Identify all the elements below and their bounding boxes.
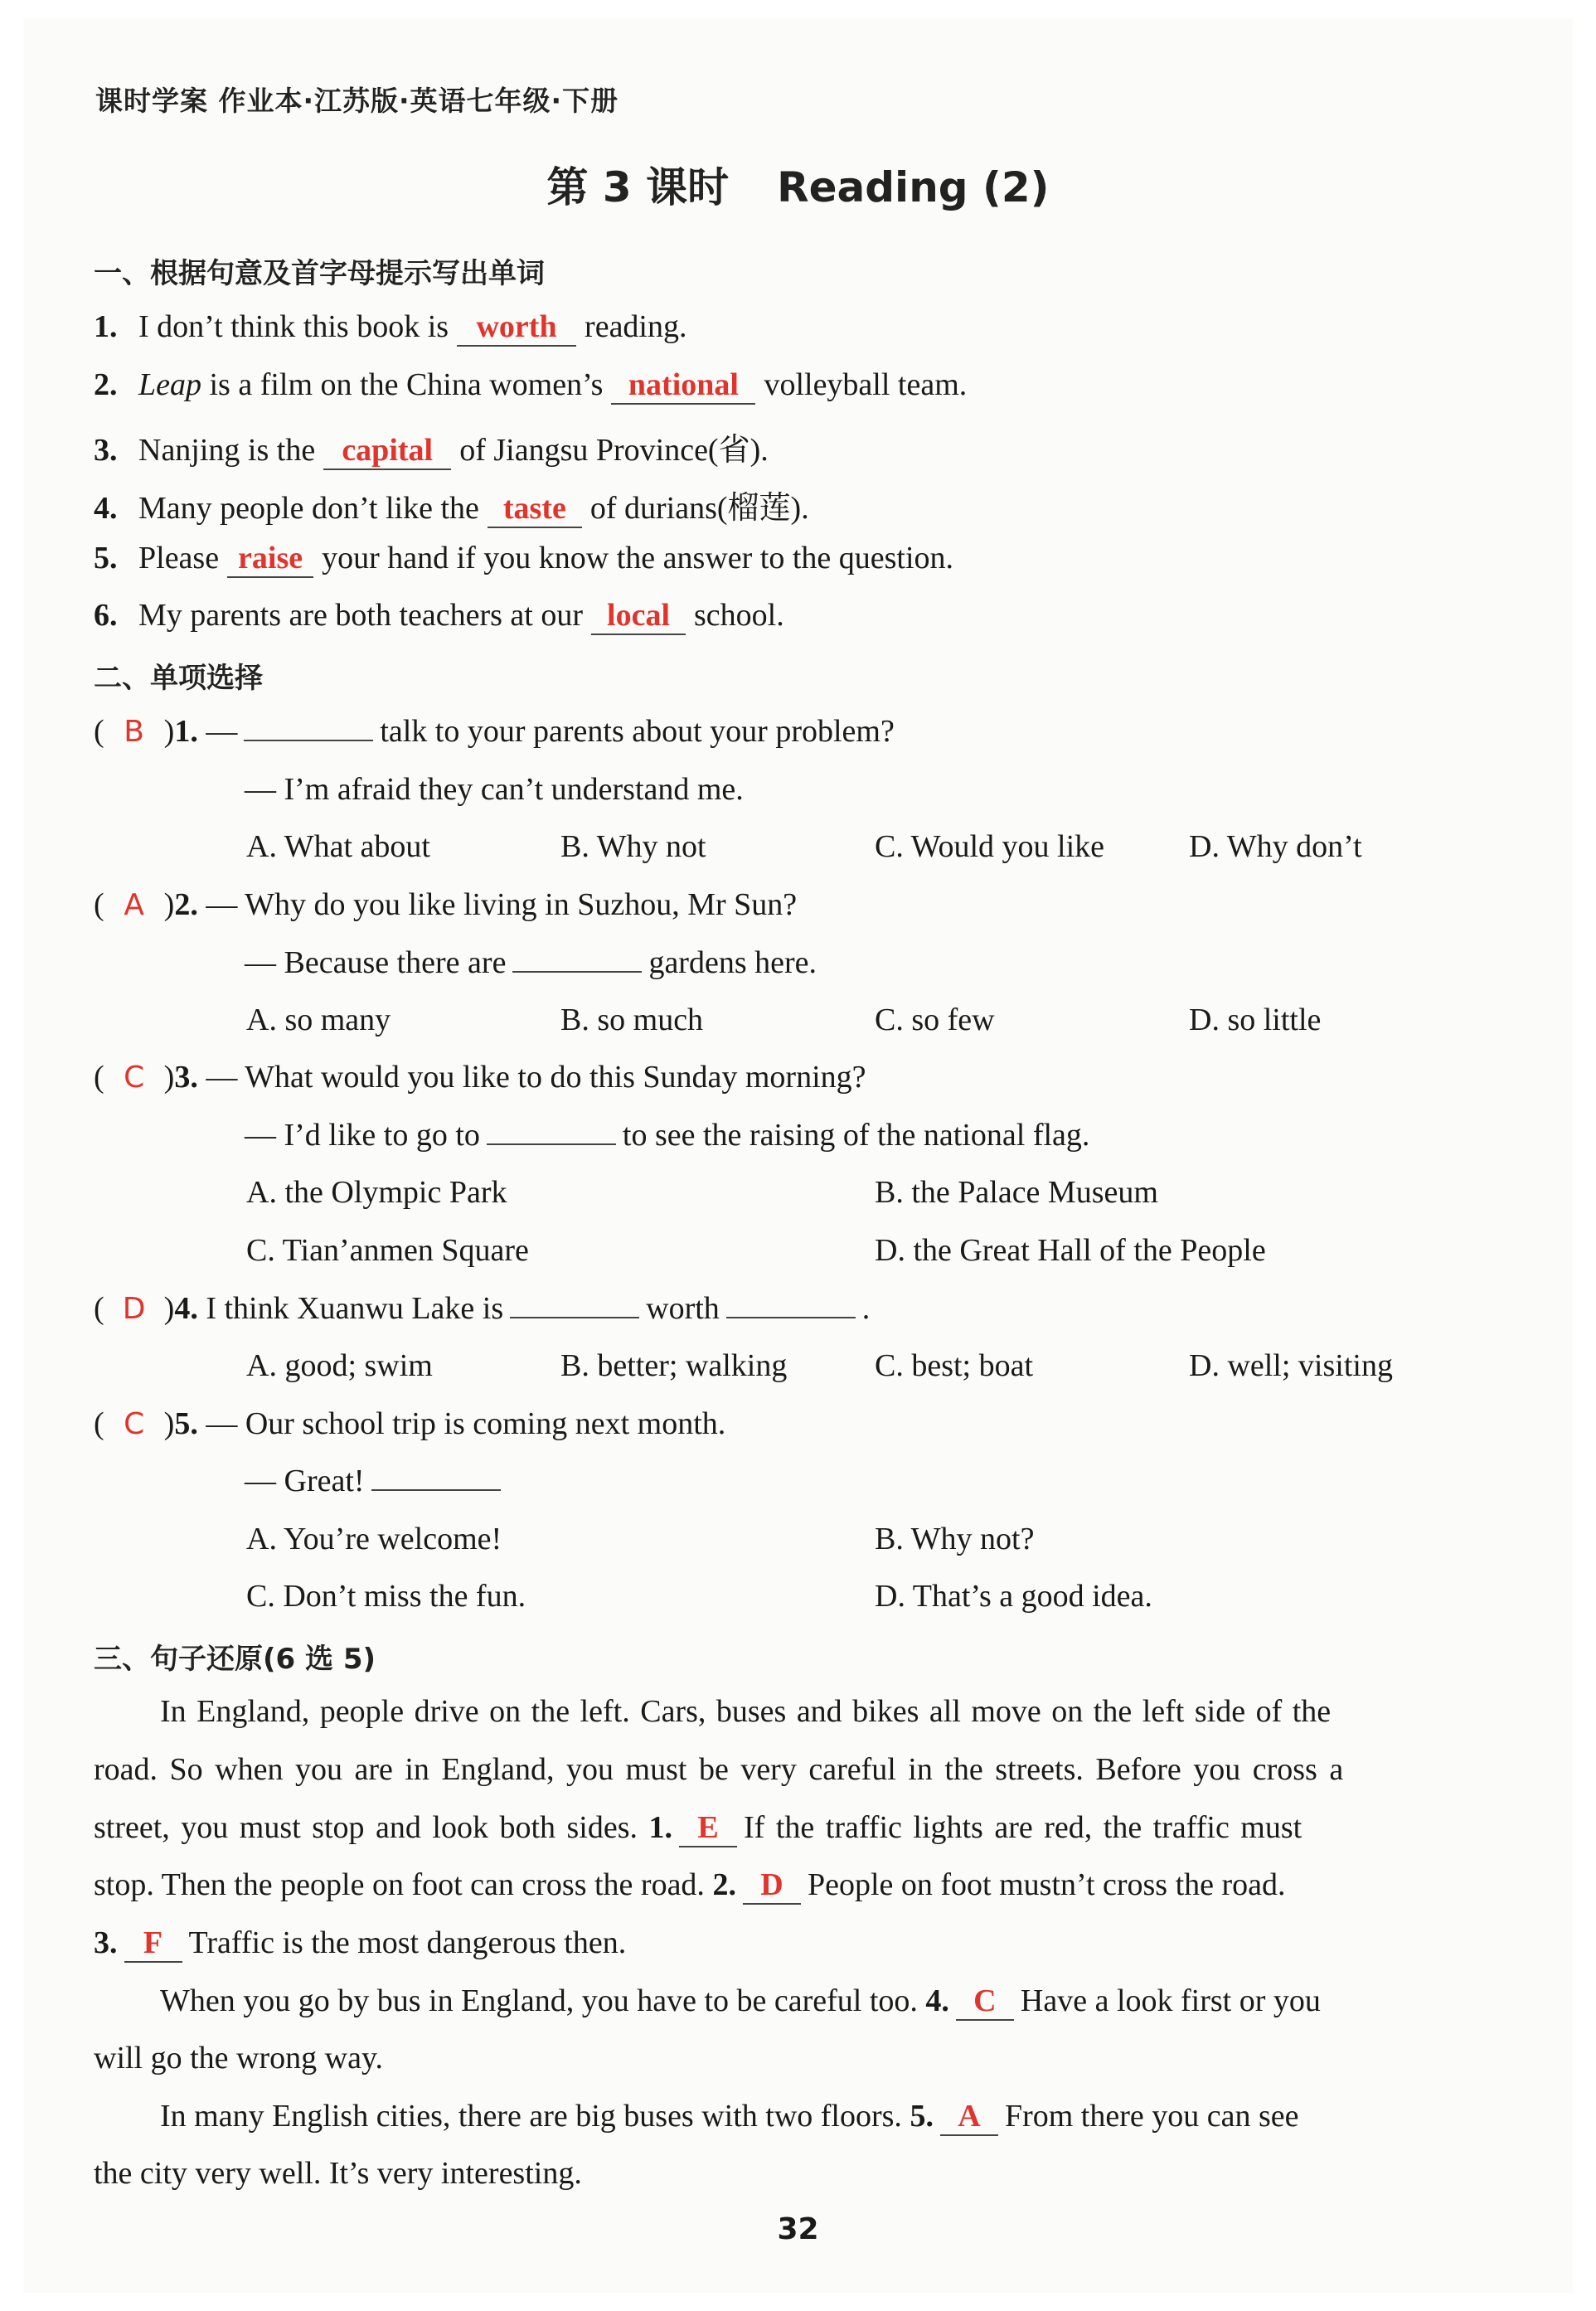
option-d[interactable]: D. so little [1189,1003,1322,1037]
option-c[interactable]: C. so few [875,1003,995,1037]
passage-line: road. So when you are in England, you must be very careful in the streets. Before you cross a [94,1752,1344,1787]
mc-question-4: ( D )4. I think Xuanwu Lake is worth . [94,1291,871,1326]
page-number: 32 [777,2212,819,2246]
answer-blank[interactable]: A [940,2098,998,2136]
answer-choice[interactable]: C [124,1061,145,1095]
answer-choice[interactable]: D [122,1292,146,1326]
option-a[interactable]: A. so many [246,1003,391,1037]
answer-choice[interactable]: C [124,1407,145,1441]
lesson-name: Reading (2) [777,163,1050,211]
question-blank [244,715,373,741]
s1-item-6: 6. My parents are both teachers at our local school. [94,597,784,635]
option-c[interactable]: C. best; boat [875,1348,1034,1383]
passage-line: In England, people drive on the left. Cars, buses and bikes all move on the left side of the [160,1694,1332,1729]
passage-line: 3. F Traffic is the most dangerous then. [94,1925,626,1963]
passage-line: the city very well. It’s very interesting. [94,2156,582,2191]
option-a[interactable]: A. the Olympic Park [246,1175,507,1210]
s1-item-3: 3. Nanjing is the capital of Jiangsu Province(省). [94,424,769,470]
option-c[interactable]: C. Tian’anmen Square [246,1233,529,1268]
option-a[interactable]: A. What about [246,829,430,864]
passage-line: stop. Then the people on foot can cross the road. 2. D People on foot mustn’t cross the road. [94,1867,1286,1905]
option-b[interactable]: B. so much [560,1003,704,1037]
q5-response: — Great! [245,1463,507,1499]
question-blank [726,1292,856,1318]
option-d[interactable]: D. That’s a good idea. [875,1579,1152,1614]
lesson-number: 第 3 课时 [546,163,730,211]
q3-response: — I’d like to go to to see the raising of the national flag. [245,1118,1090,1153]
mc-question-1: ( B )1. — talk to your parents about your problem? [94,714,895,749]
option-a[interactable]: A. You’re welcome! [246,1522,502,1556]
section2-heading: 二、单项选择 [94,662,263,695]
option-c[interactable]: C. Would you like [875,829,1105,864]
section3-heading: 三、句子还原(6 选 5) [94,1643,376,1676]
answer-blank[interactable]: D [743,1867,801,1905]
q2-response: — Because there are gardens here. [245,945,817,980]
option-d[interactable]: D. well; visiting [1189,1348,1393,1383]
s1-item-1: 1. I don’t think this book is worth reading. [94,308,687,347]
mc-question-2: ( A )2. — Why do you like living in Suzhou, Mr Sun? [94,887,798,922]
s1-item-5: 5. Please raise your hand if you know the answer to the question. [94,540,953,578]
answer-blank[interactable]: worth [457,310,576,347]
q1-response: — I’m afraid they can’t understand me. [245,772,744,807]
book-header: 课时学案 作业本·江苏版·英语七年级·下册 [95,85,619,117]
passage-line: In many English cities, there are big buses with two floors. 5. A From there you can see [160,2098,1298,2136]
answer-blank[interactable]: national [611,368,755,405]
answer-choice[interactable]: B [124,715,144,749]
lesson-title [0,154,1596,214]
answer-blank[interactable]: C [956,1983,1014,2021]
answer-blank[interactable]: local [591,599,686,635]
answer-blank[interactable]: capital [323,434,451,470]
answer-blank[interactable]: taste [488,492,582,528]
passage-line: street, you must stop and look both sides. 1. E If the traffic lights are red, the traffic must [94,1809,1302,1847]
question-blank [510,1292,639,1318]
section1-heading: 一、根据句意及首字母提示写出单词 [94,257,545,290]
option-b[interactable]: B. Why not [560,829,706,864]
answer-blank[interactable]: E [679,1809,737,1847]
option-b[interactable]: B. Why not? [875,1522,1035,1556]
answer-blank[interactable]: F [124,1925,182,1963]
option-b[interactable]: B. better; walking [560,1348,788,1383]
question-blank [512,946,642,973]
passage-line: When you go by bus in England, you have to be careful too. 4. C Have a look first or you [160,1983,1321,2021]
mc-question-5: ( C )5. — Our school trip is coming next month. [94,1406,726,1441]
option-d[interactable]: D. the Great Hall of the People [875,1233,1266,1268]
s1-item-4: 4. Many people don’t like the taste of durians(榴莲). [94,482,809,528]
passage-line: will go the wrong way. [94,2041,383,2076]
s1-item-2: 2. Leap is a film on the China women’s national volleyball team. [94,367,967,405]
question-blank [371,1464,501,1491]
answer-blank[interactable]: raise [227,541,313,578]
mc-question-3: ( C )3. — What would you like to do this Sunday morning? [94,1060,866,1095]
option-b[interactable]: B. the Palace Museum [875,1175,1158,1210]
option-a[interactable]: A. good; swim [246,1348,433,1383]
answer-choice[interactable]: A [124,888,144,922]
question-blank [487,1119,616,1145]
option-d[interactable]: D. Why don’t [1189,829,1362,864]
option-c[interactable]: C. Don’t miss the fun. [246,1579,526,1614]
